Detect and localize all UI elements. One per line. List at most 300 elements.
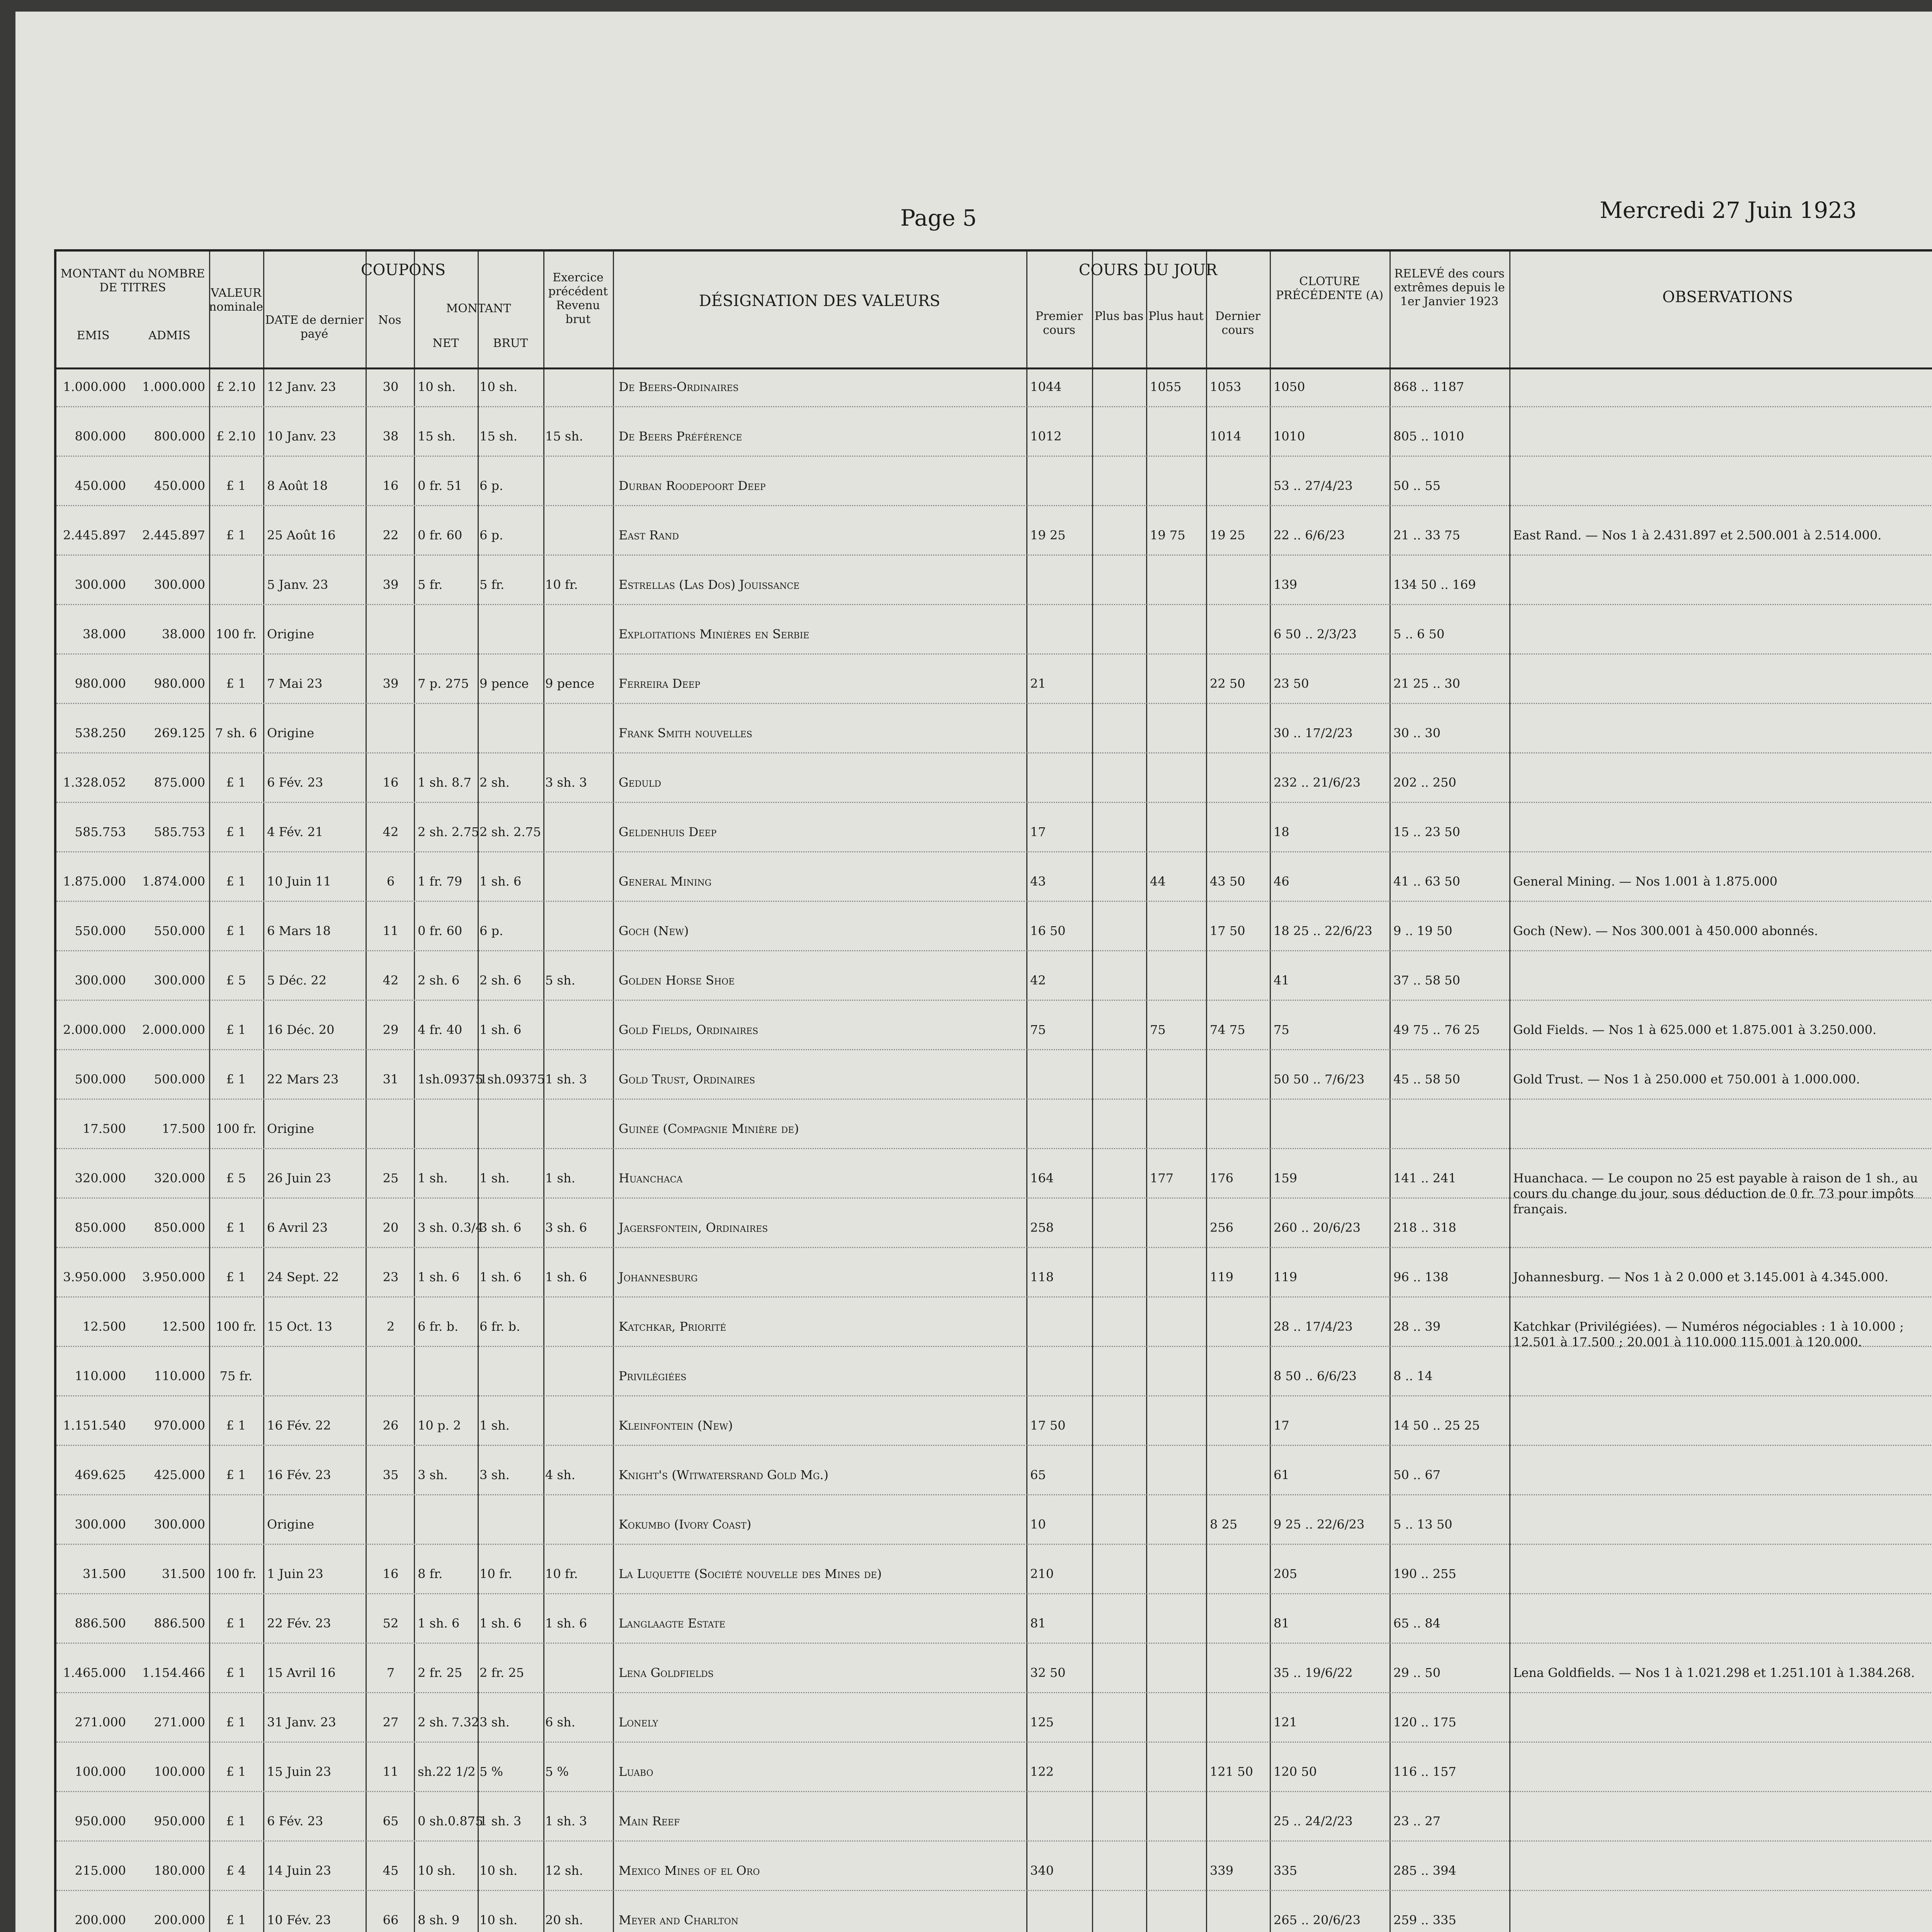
cell-prem: 16 50 [1030,923,1066,938]
row-separator [56,1049,1932,1051]
cell-rel: 259 .. 335 [1393,1913,1456,1927]
cell-date: 10 Janv. 23 [267,429,336,444]
cell-date: 1 Juin 23 [267,1566,323,1581]
header-dernier: Dernier cours [1215,310,1261,337]
cell-clot: 120 50 [1274,1764,1317,1779]
cell-admis: 2.445.897 [142,528,205,543]
cell-desig: Johannesburg [619,1270,698,1284]
cell-date: 8 Août 18 [267,478,328,493]
row-separator [56,802,1932,804]
cell-emis: 200.000 [75,1913,126,1927]
cell-emis: 17.500 [83,1121,126,1136]
cell-net: 1 sh. 6 [418,1270,460,1284]
cell-desig: Meyer and Charlton [619,1913,738,1927]
cell-valeur: £ 1 [226,1468,246,1482]
table-row [56,1764,1932,1779]
cell-no: 11 [383,923,399,938]
cell-admis: 200.000 [154,1913,205,1927]
cell-emis: 12.500 [83,1319,126,1334]
cell-date: 6 Fév. 23 [267,1814,323,1828]
cell-emis: 271.000 [75,1715,126,1730]
cell-no: 35 [383,1468,399,1482]
cell-valeur: £ 4 [226,1863,246,1878]
cell-net: 10 sh. [418,1863,456,1878]
cell-desig: East Rand [619,528,679,543]
cell-prem: 81 [1030,1616,1046,1631]
table-row [56,1714,1932,1730]
cell-valeur: £ 1 [226,478,246,493]
cell-brut: 10 sh. [480,1863,518,1878]
cell-emis: 300.000 [75,577,126,592]
cell-prem: 32 50 [1030,1665,1066,1680]
cell-clot: 265 .. 20/6/23 [1274,1913,1361,1927]
cell-desig: De Beers Préférence [619,429,742,444]
cell-net: 4 fr. 40 [418,1022,463,1037]
table-row [56,379,1932,395]
cell-rel: 96 .. 138 [1393,1270,1449,1284]
row-separator [56,950,1932,952]
cell-brut: 2 sh. 6 [480,973,522,988]
cell-ex: 12 sh. [545,1863,583,1878]
cell-emis: 1.328.052 [63,775,126,790]
cell-no: 2 [386,1319,395,1334]
newspaper-page [15,12,1932,1932]
cell-last: 43 50 [1210,874,1245,889]
cell-clot: 18 [1274,825,1289,839]
cell-last: 74 75 [1210,1022,1245,1037]
table-row [56,1813,1932,1829]
cell-clot: 6 50 .. 2/3/23 [1274,627,1357,641]
cell-last: 1053 [1210,379,1242,394]
cell-clot: 22 .. 6/6/23 [1274,528,1345,543]
header-date: DATE de dernier payé [265,313,364,341]
cell-date: 4 Fév. 21 [267,825,323,839]
cell-admis: 585.753 [154,825,205,839]
cell-ex: 4 sh. [545,1468,575,1482]
cell-desig: Exploitations Minières en Serbie [619,627,810,641]
table-row [56,775,1932,790]
header-observations: OBSERVATIONS [1662,288,1793,306]
cell-valeur: £ 1 [226,1022,246,1037]
cell-desig: Gold Trust, Ordinaires [619,1072,755,1087]
row-separator [56,1494,1932,1497]
cell-valeur: £ 5 [226,973,246,988]
cell-valeur: £ 1 [226,1220,246,1235]
cell-prem: 10 [1030,1517,1046,1532]
cell-rel: 9 .. 19 50 [1393,923,1452,938]
cell-date: 26 Juin 23 [267,1171,332,1185]
cell-no: 45 [383,1863,399,1878]
table-row [56,577,1932,592]
cell-rel: 5 .. 6 50 [1393,627,1445,641]
cell-date: 6 Avril 23 [267,1220,328,1235]
cell-ex: 20 sh. [545,1913,583,1927]
cell-net: 1 sh. 8.7 [418,775,471,790]
header-net: NET [432,337,459,350]
cell-desig: Geduld [619,775,662,790]
cell-rel: 218 .. 318 [1393,1220,1456,1235]
page-date: Mercredi 27 Juin 1923 [1600,197,1857,223]
cell-admis: 38.000 [162,627,205,641]
cell-admis: 1.874.000 [142,874,205,889]
cell-emis: 3.950.000 [63,1270,126,1284]
cell-desig: Golden Horse Shoe [619,973,735,988]
cell-admis: 850.000 [154,1220,205,1235]
cell-date: Origine [267,627,315,641]
cell-emis: 980.000 [75,676,126,691]
cell-prem: 42 [1030,973,1046,988]
cell-emis: 31.500 [83,1566,126,1581]
header-releve: RELEVÉ des cours extrêmes depuis le 1er Janvier 1923 [1394,267,1505,308]
row-separator [56,406,1932,408]
cell-prem: 19 25 [1030,528,1066,543]
row-separator [56,851,1932,854]
header-rule [56,367,1932,369]
cell-brut: 6 p. [480,478,503,493]
table-row [56,1418,1932,1433]
cell-desig: Ferreira Deep [619,676,701,691]
cell-emis: 538.250 [75,726,126,740]
cell-date: 14 Juin 23 [267,1863,332,1878]
cell-no: 30 [383,379,399,394]
cell-prem: 65 [1030,1468,1046,1482]
cell-valeur: 100 fr. [216,1319,257,1334]
observation-note: Katchkar (Privilégiées). — Numéros négociables : 1 à 10.000 ; 12.501 à 17.500 ; 20.001 à 110.000 115.001 à 120.000. [1513,1319,1904,1349]
cell-net: 1 sh. [418,1171,448,1185]
cell-date: 5 Janv. 23 [267,577,328,592]
cell-valeur: 75 fr. [219,1369,253,1383]
cell-prem: 21 [1030,676,1046,691]
table-row [56,824,1932,840]
row-separator [56,653,1932,656]
cell-valeur: £ 1 [226,676,246,691]
observation-note: Huanchaca. — Le coupon no 25 est payable à raison de 1 sh., au cours du change du jour, sous déduction de 0 fr. 73 pour impôts français. [1513,1171,1918,1216]
header-plus-haut: Plus haut [1148,310,1204,323]
cell-date: Origine [267,1517,315,1532]
cell-net: 1 sh. 6 [418,1616,460,1631]
observation-note: Goch (New). — Nos 300.001 à 450.000 abonnés. [1513,923,1818,938]
table-row [56,1863,1932,1878]
cell-net: 3 sh. 0.3/4 [418,1220,483,1235]
cell-last: 17 50 [1210,923,1245,938]
header-exercice: Exercice précédent Revenu brut [548,271,608,326]
row-separator [56,901,1932,903]
row-separator [56,1593,1932,1595]
cell-rel: 23 .. 27 [1393,1814,1441,1828]
cell-last: 256 [1210,1220,1234,1235]
cell-clot: 1010 [1274,429,1305,444]
cell-admis: 3.950.000 [142,1270,205,1284]
cell-clot: 159 [1274,1171,1298,1185]
cell-net: 0 fr. 60 [418,923,463,938]
cell-prem: 122 [1030,1764,1054,1779]
cell-rel: 29 .. 50 [1393,1665,1441,1680]
cell-date: 15 Juin 23 [267,1764,332,1779]
cell-brut: 1 sh. 6 [480,1022,522,1037]
cell-last: 22 50 [1210,676,1245,691]
cell-admis: 500.000 [154,1072,205,1087]
cell-clot: 41 [1274,973,1289,988]
cell-ex: 1 sh. 6 [545,1270,587,1284]
cell-admis: 1.154.466 [142,1665,205,1680]
header-no: Nos [378,313,401,327]
cell-valeur: 100 fr. [216,1566,257,1581]
cell-valeur: £ 1 [226,1764,246,1779]
cell-rel: 868 .. 1187 [1393,379,1464,394]
cell-net: 0 fr. 60 [418,528,463,543]
cell-admis: 950.000 [154,1814,205,1828]
cell-date: 6 Fév. 23 [267,775,323,790]
header-plus-bas: Plus bas [1094,310,1144,323]
table-row [56,725,1932,741]
cell-clot: 23 50 [1274,676,1309,691]
cell-no: 20 [383,1220,399,1235]
cell-emis: 950.000 [75,1814,126,1828]
row-separator [56,1099,1932,1101]
cell-desig: Knight's (Witwatersrand Gold Mg.) [619,1468,829,1482]
cell-desig: Langlaagte Estate [619,1616,726,1631]
cell-admis: 110.000 [154,1369,205,1383]
row-separator [56,1296,1932,1299]
cell-emis: 1.151.540 [63,1418,126,1433]
cell-brut: 1 sh. [480,1171,510,1185]
cell-date: 12 Janv. 23 [267,379,336,394]
cell-no: 16 [383,775,399,790]
cell-net: 3 sh. [418,1468,448,1482]
cell-brut: 6 p. [480,923,503,938]
cell-ex: 1 sh. 6 [545,1616,587,1631]
cell-rel: 65 .. 84 [1393,1616,1441,1631]
cell-admis: 100.000 [154,1764,205,1779]
cell-admis: 1.000.000 [142,379,205,394]
cell-emis: 320.000 [75,1171,126,1185]
cell-net: 5 fr. [418,577,443,592]
cell-admis: 17.500 [162,1121,205,1136]
cell-admis: 300.000 [154,577,205,592]
cell-rel: 28 .. 39 [1393,1319,1441,1334]
table-row [56,626,1932,642]
cell-net: 10 p. 2 [418,1418,461,1433]
cell-date: 7 Mai 23 [267,676,323,691]
table-row [56,1517,1932,1532]
cell-desig: Main Reef [619,1814,680,1828]
cell-net: 2 sh. 7.32 [418,1715,480,1730]
cell-prem: 258 [1030,1220,1054,1235]
cell-desig: Kleinfontein (New) [619,1418,733,1433]
cell-prem: 17 50 [1030,1418,1066,1433]
table-row [56,478,1932,493]
cell-clot: 260 .. 20/6/23 [1274,1220,1361,1235]
cell-admis: 300.000 [154,1517,205,1532]
cell-admis: 31.500 [162,1566,205,1581]
observation-note: Gold Fields. — Nos 1 à 625.000 et 1.875.001 à 3.250.000. [1513,1022,1877,1037]
cell-ex: 1 sh. 3 [545,1814,587,1828]
cell-rel: 120 .. 175 [1393,1715,1456,1730]
cell-date: 16 Déc. 20 [267,1022,335,1037]
cell-admis: 875.000 [154,775,205,790]
cell-net: 1sh.09375 [418,1072,483,1087]
cell-emis: 300.000 [75,973,126,988]
cell-prem: 75 [1030,1022,1046,1037]
cell-ex: 3 sh. 6 [545,1220,587,1235]
cell-desig: Luabo [619,1764,653,1779]
header-montant: MONTANT du NOMBRE DE TITRES [60,267,205,294]
cell-net: 1 fr. 79 [418,874,463,889]
cell-emis: 886.500 [75,1616,126,1631]
cell-clot: 28 .. 17/4/23 [1274,1319,1353,1334]
cell-desig: Guinée (Compagnie Minière de) [619,1121,799,1136]
cell-no: 38 [383,429,399,444]
cell-desig: Durban Roodepoort Deep [619,478,766,493]
row-separator [56,1148,1932,1150]
cell-desig: Katchkar, Priorité [619,1319,726,1334]
cell-ex: 10 fr. [545,1566,578,1581]
cell-valeur: £ 1 [226,775,246,790]
cell-net: 2 fr. 25 [418,1665,463,1680]
cell-valeur: £ 1 [226,1270,246,1284]
cell-no: 39 [383,676,399,691]
cell-ex: 1 sh. [545,1171,575,1185]
cell-prem: 118 [1030,1270,1054,1284]
cell-net: 10 sh. [418,379,456,394]
cell-ex: 1 sh. 3 [545,1072,587,1087]
cell-date: 22 Mars 23 [267,1072,339,1087]
header-cloture: CLOTURE PRÉCÉDENTE (A) [1276,275,1384,302]
page-number: Page 5 [900,205,977,231]
row-separator [56,1395,1932,1398]
cell-desig: Privilégiées [619,1369,687,1383]
cell-emis: 38.000 [83,627,126,641]
table-row [56,429,1932,444]
cell-last: 1014 [1210,429,1242,444]
cell-emis: 2.445.897 [63,528,126,543]
cell-last: 176 [1210,1171,1234,1185]
cell-net: 15 sh. [418,429,456,444]
cell-admis: 269.125 [154,726,205,740]
cell-net: 8 sh. 9 [418,1913,460,1927]
table-row [56,1616,1932,1631]
cell-no: 25 [383,1171,399,1185]
cell-no: 27 [383,1715,399,1730]
cell-clot: 46 [1274,874,1289,889]
cell-date: 15 Oct. 13 [267,1319,332,1334]
cell-emis: 1.465.000 [63,1665,126,1680]
cell-rel: 805 .. 1010 [1393,429,1464,444]
cell-emis: 500.000 [75,1072,126,1087]
cell-brut: 3 sh. [480,1468,510,1482]
cell-brut: 1 sh. 6 [480,1270,522,1284]
row-separator [56,456,1932,458]
cell-valeur: £ 5 [226,1171,246,1185]
cell-rel: 116 .. 157 [1393,1764,1456,1779]
cell-ex: 9 pence [545,676,595,691]
cell-desig: La Luquette (Société nouvelle des Mines de) [619,1566,882,1581]
header-brut: BRUT [493,337,528,350]
row-separator [56,1000,1932,1002]
cell-rel: 50 .. 55 [1393,478,1441,493]
cell-clot: 121 [1274,1715,1298,1730]
cell-admis: 970.000 [154,1418,205,1433]
table-row [56,1220,1932,1235]
cell-clot: 50 50 .. 7/6/23 [1274,1072,1365,1087]
cell-ex: 5 sh. [545,973,575,988]
cell-desig: General Mining [619,874,712,889]
cell-prem: 125 [1030,1715,1054,1730]
cell-valeur: £ 2.10 [216,379,256,394]
cell-prem: 164 [1030,1171,1054,1185]
cell-emis: 585.753 [75,825,126,839]
cell-admis: 320.000 [154,1171,205,1185]
table-row [56,973,1932,988]
cell-hi: 177 [1150,1171,1174,1185]
cell-rel: 15 .. 23 50 [1393,825,1461,839]
cell-brut: 3 sh. 6 [480,1220,522,1235]
cell-no: 16 [383,478,399,493]
cell-rel: 49 75 .. 76 25 [1393,1022,1480,1037]
cell-brut: 1 sh. 3 [480,1814,522,1828]
cell-clot: 1050 [1274,379,1305,394]
cell-desig: Estrellas (Las Dos) Jouissance [619,577,800,592]
cell-last: 8 25 [1210,1517,1238,1532]
cell-rel: 14 50 .. 25 25 [1393,1418,1480,1433]
cell-date: 10 Juin 11 [267,874,332,889]
cell-ex: 10 fr. [545,577,578,592]
cell-brut: 1 sh. [480,1418,510,1433]
cell-net: 7 p. 275 [418,676,469,691]
table-row [56,676,1932,691]
cell-brut: 2 sh. 2.75 [480,825,541,839]
cell-last: 119 [1210,1270,1234,1284]
row-separator [56,752,1932,755]
stock-table [54,249,1932,1932]
cell-admis: 2.000.000 [142,1022,205,1037]
cell-brut: 6 fr. b. [480,1319,520,1334]
row-separator [56,1247,1932,1249]
cell-clot: 61 [1274,1468,1289,1482]
observation-note: Lena Goldfields. — Nos 1 à 1.021.298 et 1.251.101 à 1.384.268. [1513,1665,1915,1680]
cell-date: 10 Fév. 23 [267,1913,331,1927]
header-premier: Premier cours [1035,310,1083,337]
cell-no: 66 [383,1913,399,1927]
cell-admis: 980.000 [154,676,205,691]
cell-brut: 15 sh. [480,429,518,444]
cell-no: 39 [383,577,399,592]
cell-date: 31 Janv. 23 [267,1715,336,1730]
cell-brut: 1 sh. 6 [480,1616,522,1631]
cell-prem: 340 [1030,1863,1054,1878]
cell-prem: 1044 [1030,379,1062,394]
cell-admis: 12.500 [162,1319,205,1334]
cell-valeur: £ 1 [226,528,246,543]
cell-emis: 2.000.000 [63,1022,126,1037]
cell-brut: 6 p. [480,528,503,543]
cell-rel: 141 .. 241 [1393,1171,1456,1185]
cell-emis: 450.000 [75,478,126,493]
cell-last: 121 50 [1210,1764,1253,1779]
row-separator [56,1742,1932,1744]
cell-prem: 210 [1030,1566,1054,1581]
header-admis: ADMIS [148,329,190,342]
cell-clot: 53 .. 27/4/23 [1274,478,1353,493]
cell-no: 42 [383,825,399,839]
cell-admis: 300.000 [154,973,205,988]
cell-rel: 37 .. 58 50 [1393,973,1461,988]
cell-clot: 335 [1274,1863,1298,1878]
cell-hi: 75 [1150,1022,1166,1037]
cell-no: 11 [383,1764,399,1779]
cell-date: Origine [267,726,315,740]
table-row [56,1368,1932,1384]
